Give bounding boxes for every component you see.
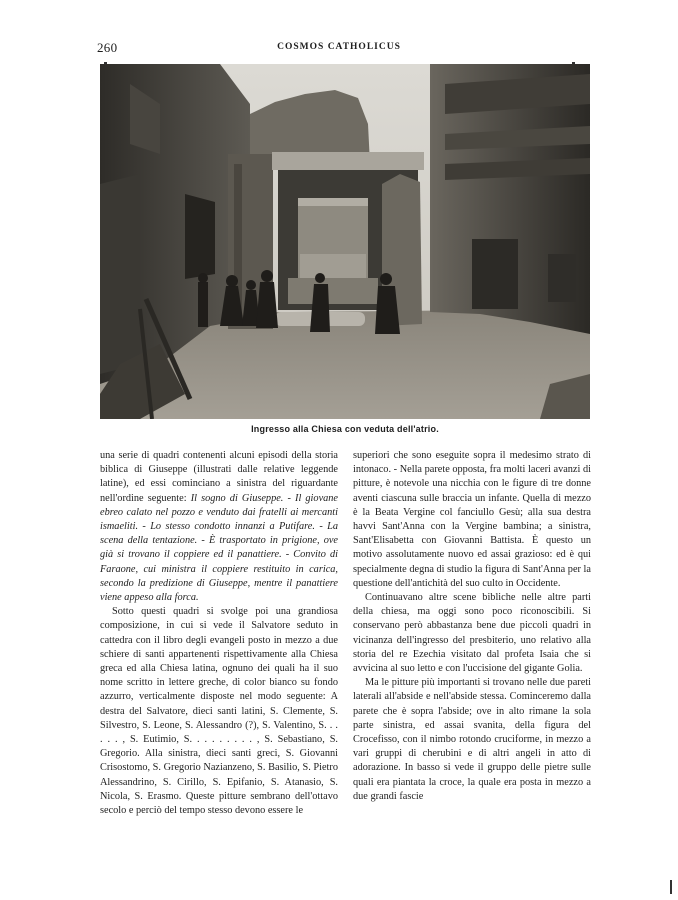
text-run: superiori che sono eseguite sopra il medesimo strato di intonaco. - Nella parete opposta, fra molti laceri avanzi di pitture, è notevole una nicchia con le figure di tre donne aventi ciascuna sulle braccia un infante. Quella di mezzo è la Beata Vergine col fanciullo Gesù; alla sua destra havvi Sant'Anna con la Vergine bambina; a sinistra, Sant'Elisabetta con Giovanni Battista. È questo un motivo assolutamente nuovo ed assai grazioso: ed è qui specialmente degna di studio la figura di Sant'Anna per la questione dell'antichità del suo culto in Occidente.: [353, 450, 591, 589]
page-number: 260: [97, 40, 118, 55]
paragraph: [100, 605, 338, 818]
photo-illustration: [100, 64, 590, 419]
text-run: Sotto questi quadri si svolge poi una grandiosa composizione, in cui si vede il Salvatore seduto in cattedra con il libro degli evangeli posto in mezzo a due schiere di santi appartenenti rispettivamente alla Chiesa greca ed alla Chiesa latina, ognuno dei quali ha il suo nome scritto in lettere greche, di color bianco su fondo azzurro, verticalmente disposte nel modo seguente: A destra del Salvatore, dieci santi latini, S. Clemente, S. Silvestro, S. Leone, S. Alessandro (?), S. Valentino, S. . . . . . , S. Eutimio, S. . . . . . . . . , S. Sebastiano, S. Gregorio. Alla sinistra, dieci santi greci, S. Giovanni Crisostomo, S. Gregorio Nazianzeno, S. Basilio, S. Pietro Alessandrino, S. Cirillo, S. Epifanio, S. Atanasio, S. Nicola, S. Erasmo. Queste pitture sembrano dell'ottavo secolo e perciò del tempo stesso devono essere le: [100, 606, 338, 817]
photo-ruined-church-entrance: [100, 64, 590, 419]
figure-caption: Ingresso alla Chiesa con veduta dell'atrio.: [251, 424, 439, 434]
text-column-right: [353, 449, 591, 804]
paragraph: [353, 676, 591, 804]
text-run-italic: Il sogno di Giuseppe. - Il giovane ebreo calato nel pozzo e venduto dai fratelli ai mercanti ismaeliti. - Lo stesso condotto innanzi a Putifare. - La scena della tentazione. - È trasportato in prigione, ove già si trovano il coppiere ed il panattiere. - Convito di Faraone, cui ministra il coppiere restituito in carica, secondo la predizione di Giuseppe, mentre il panattiere viene appeso alla forca.: [100, 492, 339, 604]
text-run: Ma le pitture più importanti si trovano nelle due pareti laterali all'abside e nell'abside stessa. Cominceremo dalla parete che è sopra l'abside; ove in alto rimane la sola parte sinistra, ed assai svanita, della figura del Crocefisso, con il nimbo rotondo cruciforme, in mezzo a vari gruppi di cherubini e di altri angeli in atto di adorazione. In basso si vede il gruppo delle pietre sulle quali era piantata la croce, la quale era posta in mezzo a due grandi fascie: [353, 677, 591, 802]
text-run: una serie di quadri contenenti alcuni episodi della storia biblica di Giuseppe (illustrati dalle relative leggende latine), ed essi cominciano a sinistra del riguardante nell'ordine seguente:: [100, 450, 338, 504]
text-run: Continuavano altre scene bibliche nelle altre parti della chiesa, ma oggi sono poco riconoscibili. Si conservano però abbastanza bene due piccoli quadri in vicinanza dell'ingresso del presbiterio, uno relativo alla storia del re Ezechia visitato dal profeta Isaia che si avvicina al suo letto e con l'uccisione del gigante Golia.: [353, 592, 591, 675]
running-title: COSMOS CATHOLICUS: [277, 42, 401, 52]
paragraph: [100, 449, 338, 605]
paragraph: [353, 449, 591, 591]
page-edge-mark: [670, 880, 672, 894]
text-column-left: [100, 449, 338, 818]
paragraph: [353, 591, 591, 676]
